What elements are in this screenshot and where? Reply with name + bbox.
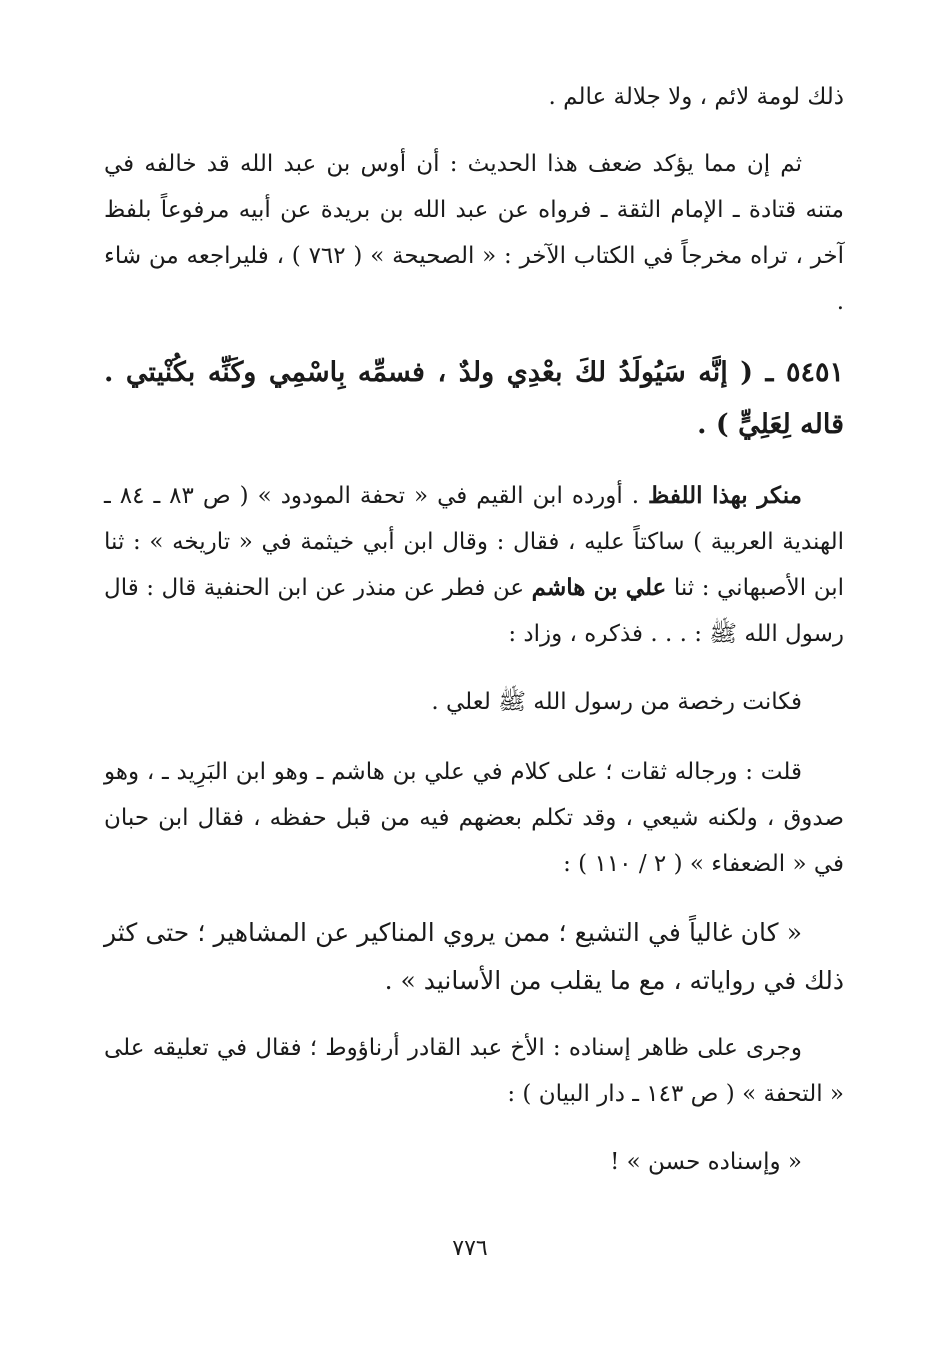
ruling-label: منكر بهذا اللفظ <box>648 482 802 509</box>
paragraph-narrators: قلت : ورجاله ثقات ؛ على كلام في علي بن هاشم ـ وهو ابن البَرِيد ـ ، وهو صدوق ، ولكنه شيعي ، وقد تكلم بعضهم فيه من قبل حفظه ، فقال ابن حبان في « الضعفاء » ( ٢ / ١١٠ ) : <box>104 759 844 877</box>
ruling-text-a: . أورده ابن القيم في « تحفة المودود » ( ص ٨٣ ـ ٨٤ ـ الهندية العربية ) ساكتاً عليه ، فقال : وقال ابن أبي خيثمة في « تاريخه » : ثنا ابن الأصبهاني : ثنا <box>104 483 845 601</box>
ruling-text-b: عن فطر عن منذر عن ابن الحنفية قال : قال رسول الله ﷺ : . . . فذكره ، وزاد : <box>104 575 844 647</box>
hadith-heading: ٥٤٥١ ـ ( إنَّه سَيُولَدُ لكَ بعْدِي ولدٌ ، فسمِّه بِاسْمِي وكَنِّه بكُنْيتي . قاله لِعَلِيٍّ ) . <box>104 357 844 440</box>
quote-arnaout: « وإسناده حسن » ! <box>610 1149 802 1175</box>
paragraph-continuation: ذلك لومة لائم ، ولا جلالة عالم . <box>548 84 844 110</box>
paragraph-ruling <box>104 473 844 657</box>
paragraph-addition: فكانت رخصة من رسول الله ﷺ لعلي . <box>431 689 802 715</box>
paragraph-weakness-note: ثم إن مما يؤكد ضعف هذا الحديث : أن أوس بن عبد الله قد خالفه في متنه قتادة ـ الإمام الثقة ـ فرواه عن عبد الله بن بريدة عن أبيه مرفوعاً بلفظ آخر ، تراه مخرجاً في الكتاب الآخر : « الصحيحة » ( ٧٦٢ ) ، فليراجعه من شاء . <box>104 151 844 315</box>
page-number: ٧٧٦ <box>452 1236 488 1261</box>
narrator-name: علي بن هاشم <box>531 574 667 601</box>
quote-ibn-hibban: « كان غالياً في التشيع ؛ ممن يروي المناكير عن المشاهير ؛ حتى كثر ذلك في رواياته ، مع ما يقلب من الأسانيد » . <box>104 918 844 995</box>
paragraph-arnaout: وجرى على ظاهر إسناده : الأخ عبد القادر أرناؤوط ؛ فقال في تعليقه على « التحفة » ( ص ١٤٣ ـ دار البيان ) : <box>104 1035 844 1107</box>
